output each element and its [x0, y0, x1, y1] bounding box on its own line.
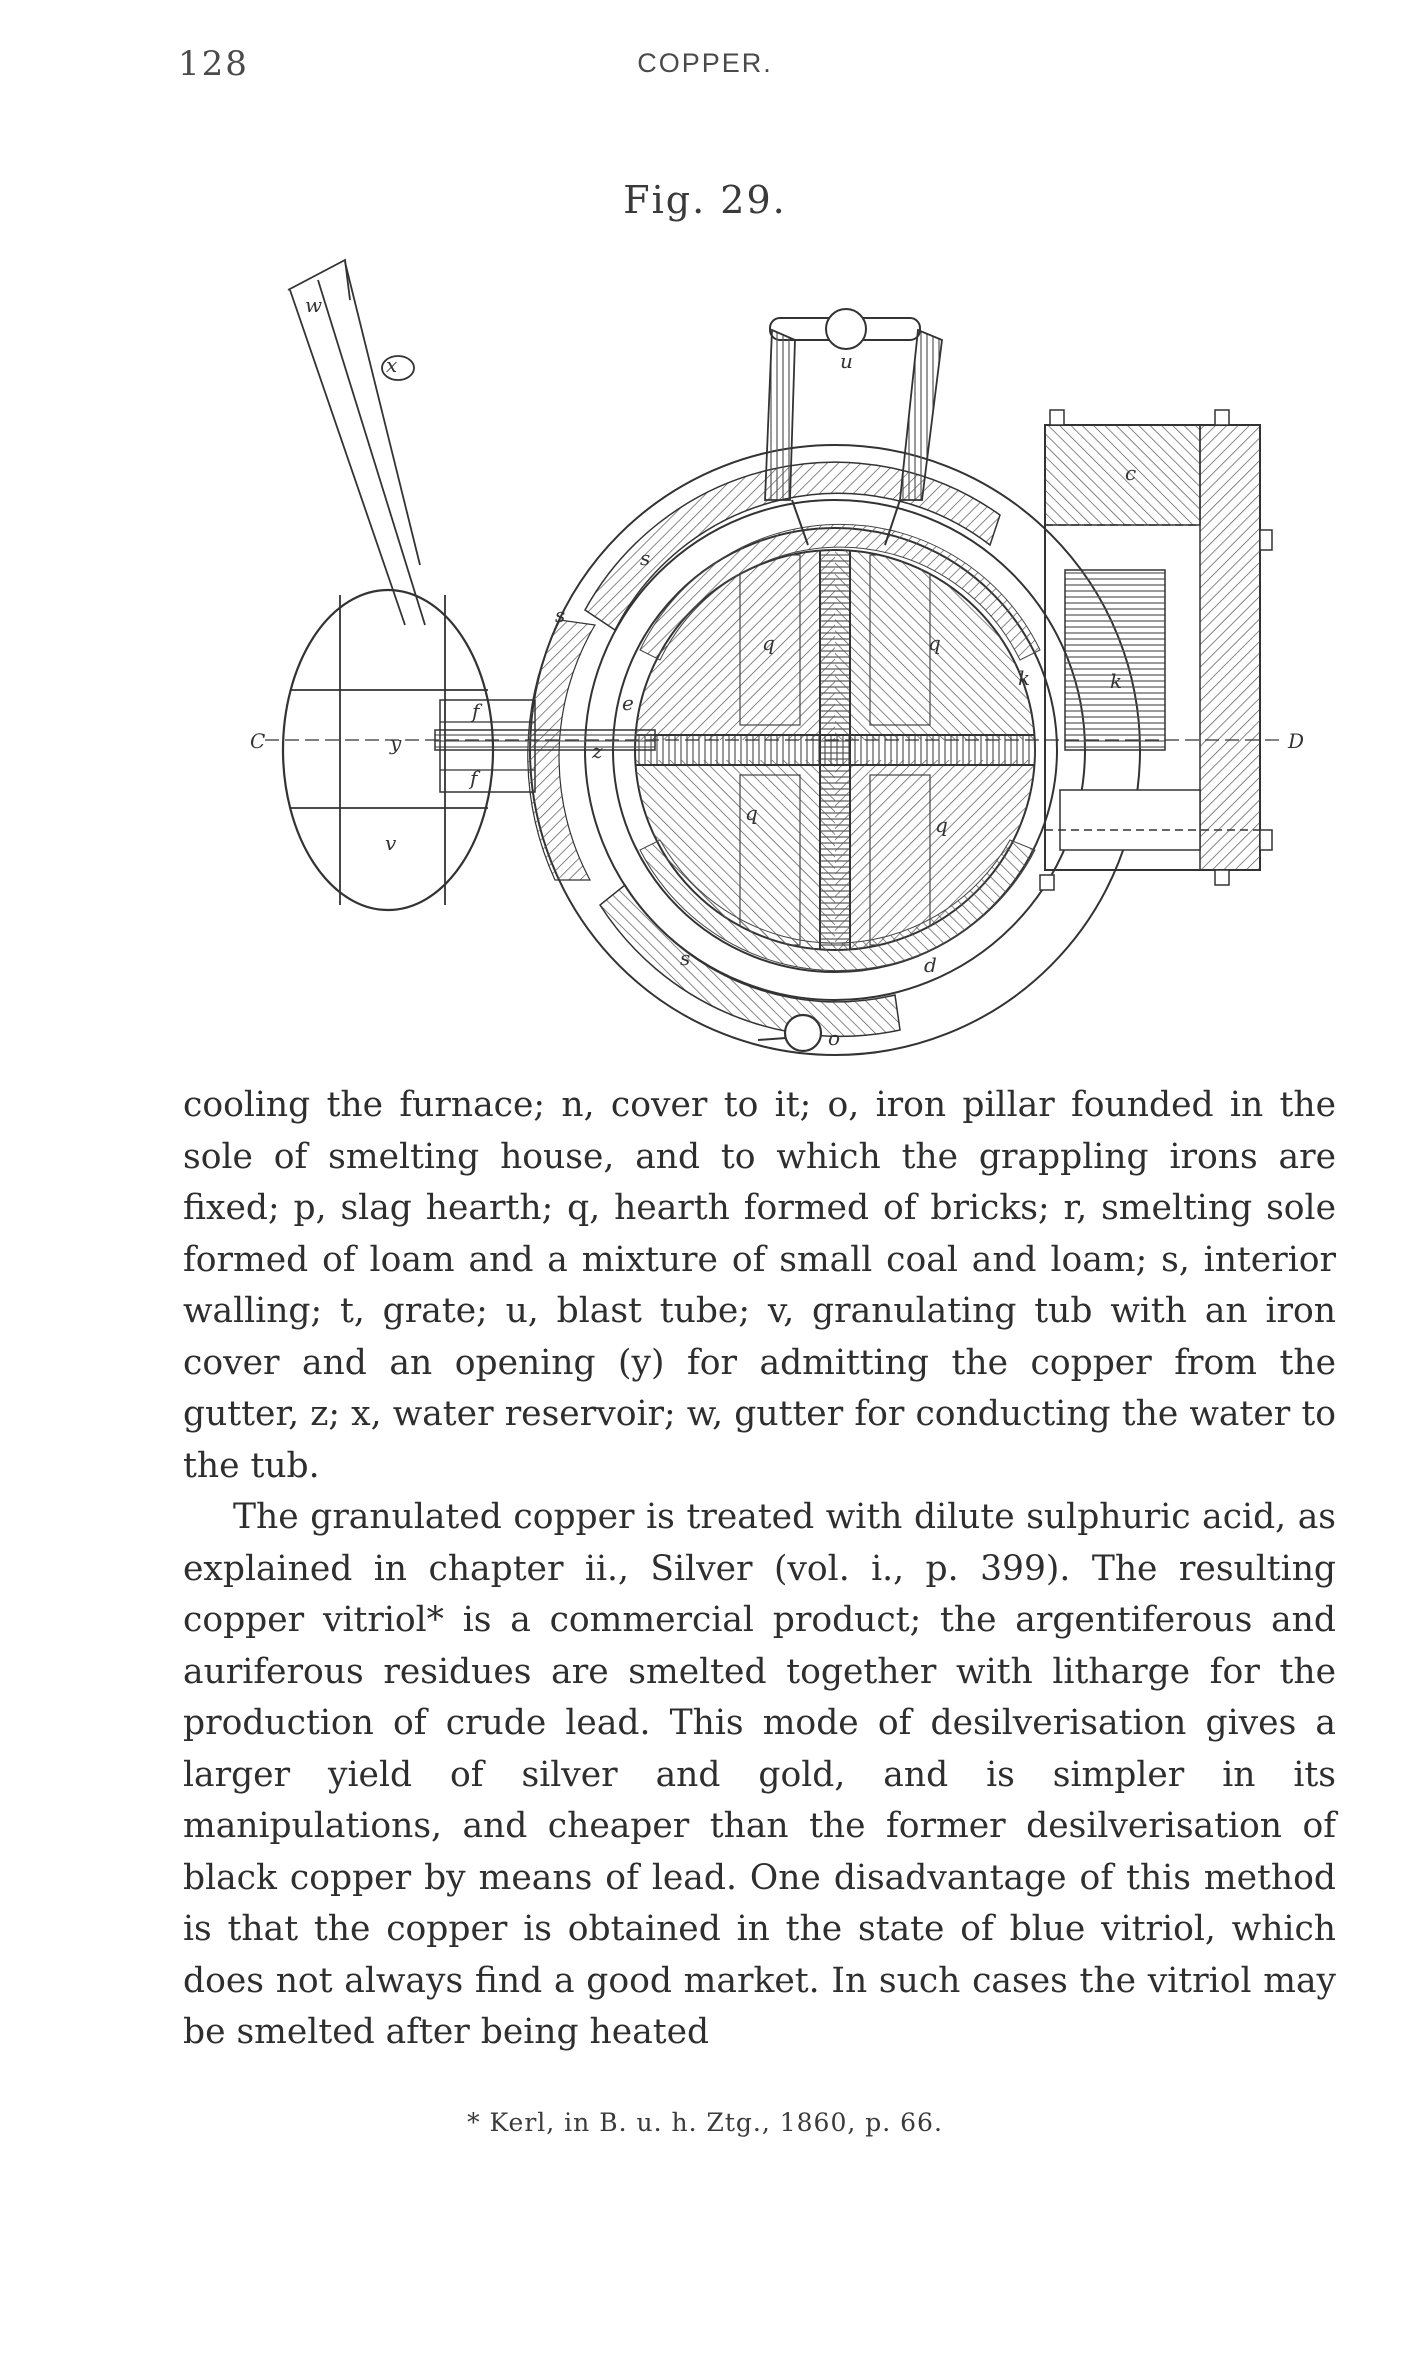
- label-c-right: c: [1125, 461, 1137, 485]
- label-f-top: f: [472, 699, 480, 723]
- label-z: z: [592, 739, 603, 763]
- label-q-bl: q: [745, 801, 758, 825]
- paragraph-2: The granulated copper is treated with dilute sulphuric acid, as explained in chapter ii., Silver (vol. i., p. 399). The resulting copper vitriol* is a commercial product; the argentiferous and auriferous residues are smelted together with litharge for the production of crude lead. This mode of desilverisation gives a larger yield of silver and gold, and is simpler in its manipulations, and cheaper than the former desilverisation of black copper by means of lead. One disadvantage of this method is that the copper is obtained in the state of blue vitriol, which does not always find a good market. In such cases the vitriol may be smelted after being heated: [183, 1497, 1336, 2052]
- page-number: 128: [178, 44, 249, 84]
- footnote: * Kerl, in B. u. h. Ztg., 1860, p. 66.: [467, 2108, 943, 2137]
- brick-hearth: [635, 550, 1035, 950]
- furnace-diagram: [240, 250, 1305, 1070]
- running-title: COPPER.: [637, 48, 773, 78]
- paragraph-1: cooling the furnace; n, cover to it; o, iron pillar founded in the sole of smelting house, and to which the grappling irons are fixed; p, slag hearth; q, hearth formed of bricks; r, smelting sole formed of loam and a mixture of small coal and loam; s, interior walling; t, grate; u, blast tube; v, granulating tub with an iron cover and an opening (y) for admitting the copper from the gutter, z; x, water reservoir; w, gutter for conducting the water to the tub.: [183, 1085, 1336, 1486]
- label-s-left: s: [640, 546, 651, 570]
- label-w: w: [305, 293, 323, 317]
- label-s-top: s: [555, 603, 566, 627]
- label-q-br: q: [935, 813, 948, 837]
- label-k-left: k: [1018, 666, 1031, 690]
- label-d-section: D: [1288, 729, 1305, 753]
- running-head: [0, 44, 1410, 94]
- label-o: o: [828, 1026, 841, 1050]
- blast-tubes: [765, 309, 942, 545]
- label-x: x: [386, 353, 398, 377]
- label-q-tl: q: [762, 631, 775, 655]
- label-d: d: [924, 953, 937, 977]
- figure-caption: Fig. 29.: [623, 178, 787, 222]
- label-c-section: C: [250, 729, 266, 753]
- flue-block: [1040, 410, 1272, 890]
- label-q-tr: q: [928, 631, 941, 655]
- label-f-bottom: f: [470, 766, 478, 790]
- body-text: [183, 1080, 1336, 2059]
- label-u: u: [840, 349, 853, 373]
- label-v: v: [385, 831, 397, 855]
- label-e: e: [622, 691, 634, 715]
- label-k-right: k: [1110, 669, 1123, 693]
- label-y: y: [390, 731, 402, 755]
- label-s-bottom: s: [680, 946, 691, 970]
